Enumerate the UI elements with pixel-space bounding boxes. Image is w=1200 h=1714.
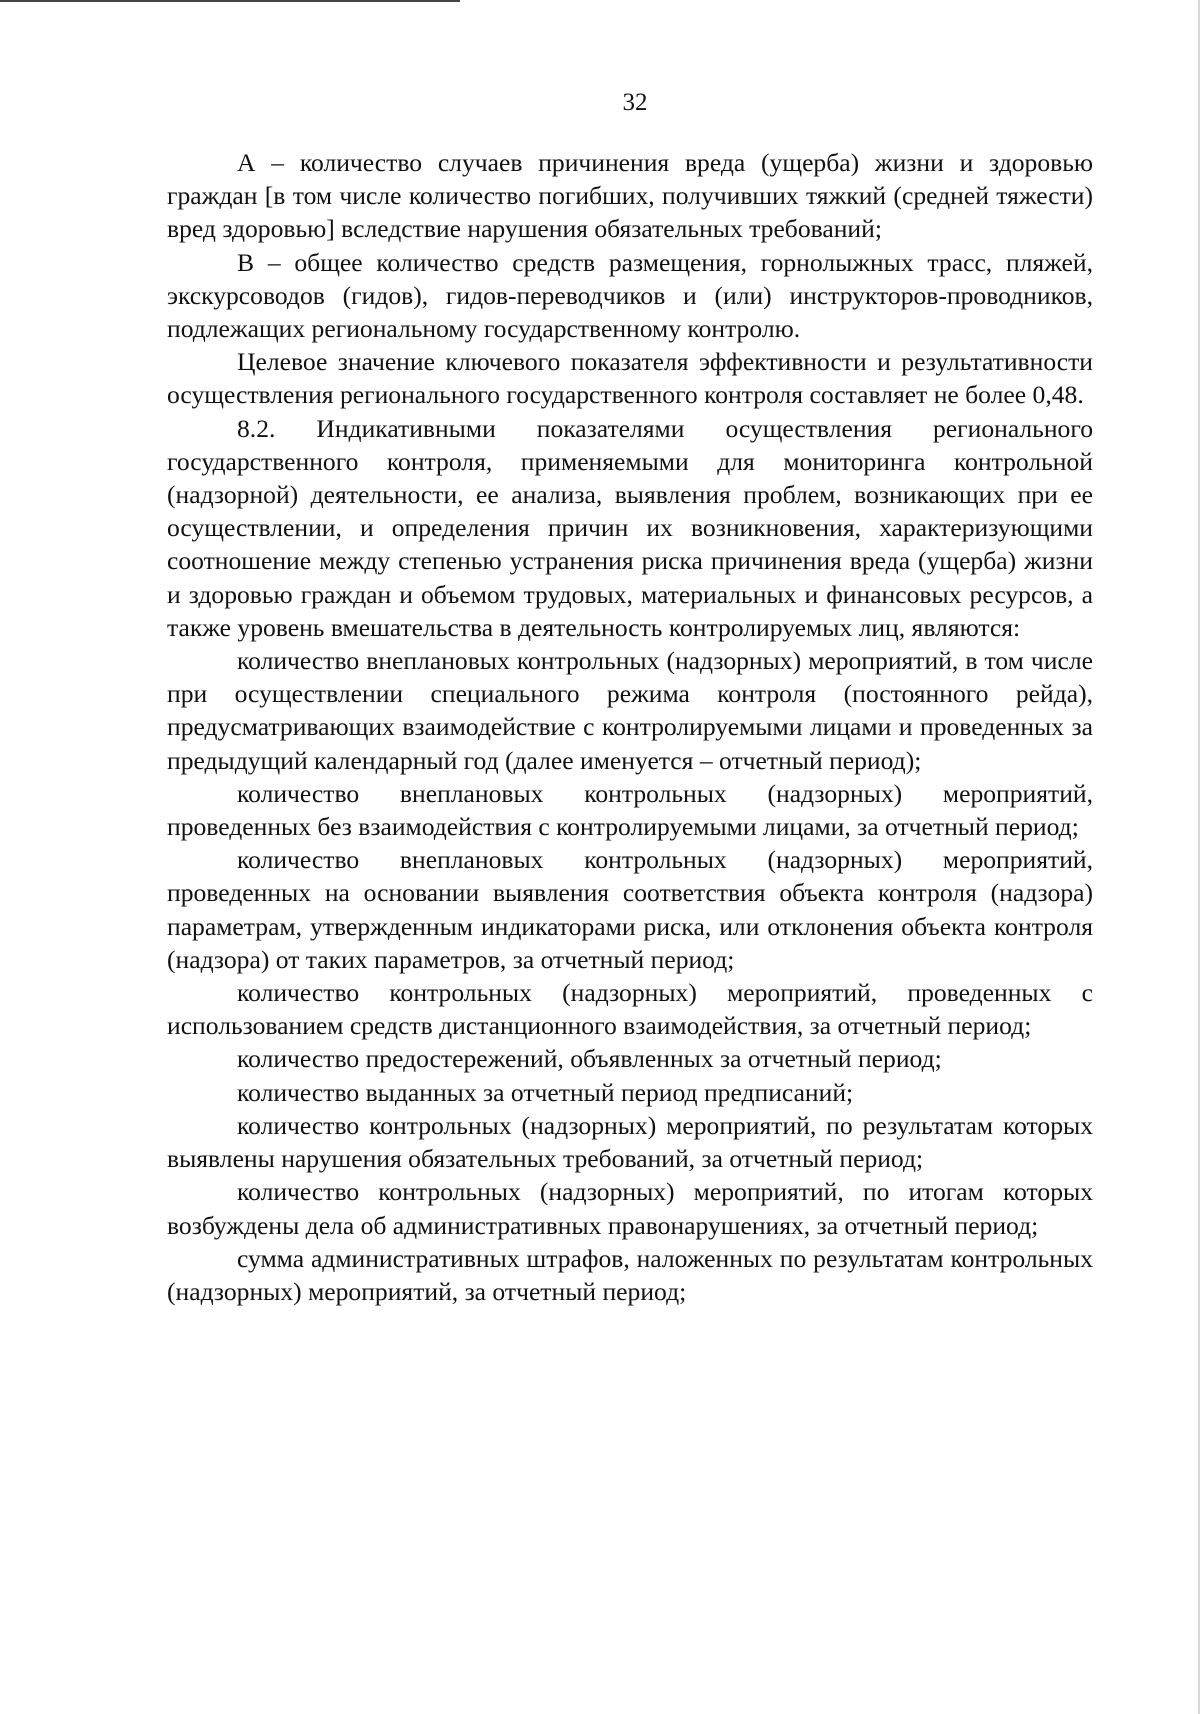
- list-item-indicator: количество контрольных (надзорных) мероприятий, проведенных с использованием средств дистанционного взаимодействия, за отчетный период;: [167, 978, 1093, 1041]
- list-item-indicator: количество выданных за отчетный период предписаний;: [237, 1077, 854, 1107]
- list-item-indicator: количество внеплановых контрольных (надзорных) мероприятий, проведенных без взаимодействия с контролируемыми лицами, за отчетный период;: [167, 778, 1093, 842]
- document-body: [167, 146, 1093, 1308]
- list-item-indicator: количество контрольных (надзорных) мероприятий, по итогам которых возбуждены дела об административных правонарушениях, за отчетный период;: [167, 1177, 1093, 1240]
- list-item-indicator: количество контрольных (надзорных) мероприятий, по результатам которых выявлены нарушения обязательных требований, за отчетный период;: [167, 1110, 1093, 1174]
- paragraph-target-value: Целевое значение ключевого показателя эффективности и результативности осуществления регионального государственного контроля составляет не более 0,48.: [167, 347, 1093, 410]
- page-number: 32: [622, 89, 648, 116]
- scan-edge-line: [0, 0, 460, 2]
- paragraph-section-8-2: 8.2. Индикативными показателями осуществления регионального государственного контроля, применяемыми для мониторинга контрольной (надзорной) деятельности, ее анализа, выявления проблем, возникающих при ее осуществлении, и определения причин их возникновения, характеризующими соотношение между степенью устранения риска причинения вреда (ущерба) жизни и здоровью граждан и объемом трудовых, материальных и финансовых ресурсов, а также уровень вмешательства в деятельность контролируемых лиц, являются:: [167, 413, 1093, 642]
- list-item-indicator: сумма административных штрафов, наложенных по результатам контрольных (надзорных) мероприятий, за отчетный период;: [167, 1243, 1093, 1306]
- paragraph-variable-a: А – количество случаев причинения вреда (ущерба) жизни и здоровью граждан [в том числе количество погибших, получивших тяжкий (средней тяжести) вред здоровью] вследствие нарушения обязательных требований;: [167, 148, 1093, 244]
- paragraph-variable-b: В – общее количество средств размещения, горнолыжных трасс, пляжей, экскурсоводов (гидов), гидов-переводчиков и (или) инструкторов-проводников, подлежащих региональному государственному контролю.: [167, 247, 1093, 344]
- list-item-indicator: количество внеплановых контрольных (надзорных) мероприятий, в том числе при осуществлении специального режима контроля (постоянного рейда), предусматривающих взаимодействие с контролируемыми лицами и проведенных за предыдущий календарный год (далее именуется – отчетный период);: [167, 646, 1093, 775]
- list-item-indicator: количество предостережений, объявленных за отчетный период;: [237, 1044, 942, 1074]
- list-item-indicator: количество внеплановых контрольных (надзорных) мероприятий, проведенных на основании выявления соответствия объекта контроля (надзора) параметрам, утвержденным индикаторами риска, или отклонения объекта контроля (надзора) от таких параметров, за отчетный период;: [167, 845, 1093, 974]
